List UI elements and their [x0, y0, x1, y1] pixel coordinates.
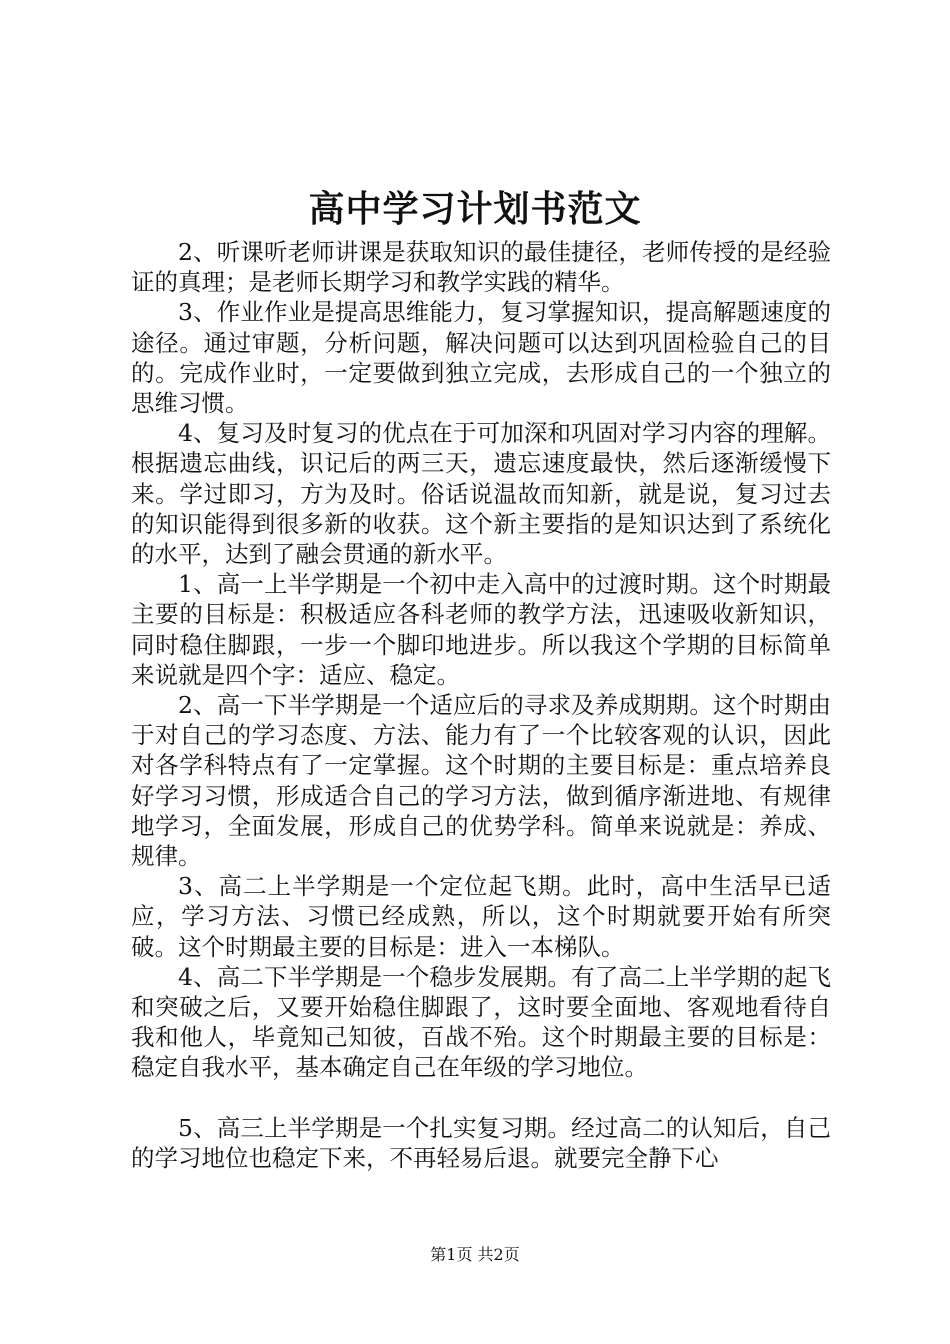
document-title: 高中学习计划书范文	[308, 188, 642, 230]
document-body	[131, 237, 831, 1173]
paragraph-grade11-second-half: 4、高二下半学期是一个稳步发展期。有了高二上半学期的起飞和突破之后，又要开始稳住脚跟了，这时要全面地、客观地看待自我和他人，毕竟知己知彼，百战不殆。这个时期最主要的目标是：稳定自我水平，基本确定自己在年级的学习地位。	[131, 962, 831, 1082]
page-number-footer: 第1页 共2页	[430, 1245, 520, 1264]
paragraph-grade12-first-half: 5、高三上半学期是一个扎实复习期。经过高二的认知后，自己的学习地位也稳定下来，不再轻易后退。就要完全静下心	[131, 1113, 831, 1172]
paragraph-grade10-second-half: 2、高一下半学期是一个适应后的寻求及养成期期。这个时期由于对自己的学习态度、方法、能力有了一个比较客观的认识，因此对各学科特点有了一定掌握。这个时期的主要目标是：重点培养良好学习习惯，形成适合自己的学习方法，做到循序渐进地、有规律地学习，全面发展，形成自己的优势学科。简单来说就是：养成、规律。	[131, 691, 831, 871]
paragraph-review: 4、复习及时复习的优点在于可加深和巩固对学习内容的理解。根据遗忘曲线，识记后的两三天，遗忘速度最快，然后逐渐缓慢下来。学过即习，方为及时。俗话说温故而知新，就是说，复习过去的知识能得到很多新的收获。这个新主要指的是知识达到了系统化的水平，达到了融会贯通的新水平。	[131, 419, 831, 569]
paragraph-listening: 2、听课听老师讲课是获取知识的最佳捷径，老师传授的是经验证的真理；是老师长期学习和教学实践的精华。	[131, 238, 831, 297]
paragraph-homework: 3、作业作业是提高思维能力，复习掌握知识，提高解题速度的途径。通过审题，分析问题，解决问题可以达到巩固检验自己的目的。完成作业时，一定要做到独立完成，去形成自己的一个独立的思维习惯。	[131, 298, 831, 418]
paragraph-grade10-first-half: 1、高一上半学期是一个初中走入高中的过渡时期。这个时期最主要的目标是：积极适应各科老师的教学方法，迅速吸收新知识，同时稳住脚跟，一步一个脚印地进步。所以我这个学期的目标简单来说就是四个字：适应、稳定。	[131, 570, 831, 689]
paragraph-grade11-first-half: 3、高二上半学期是一个定位起飞期。此时，高中生活早已适应，学习方法、习惯已经成熟，所以，这个时期就要开始有所突破。这个时期最主要的目标是：进入一本梯队。	[131, 872, 831, 961]
